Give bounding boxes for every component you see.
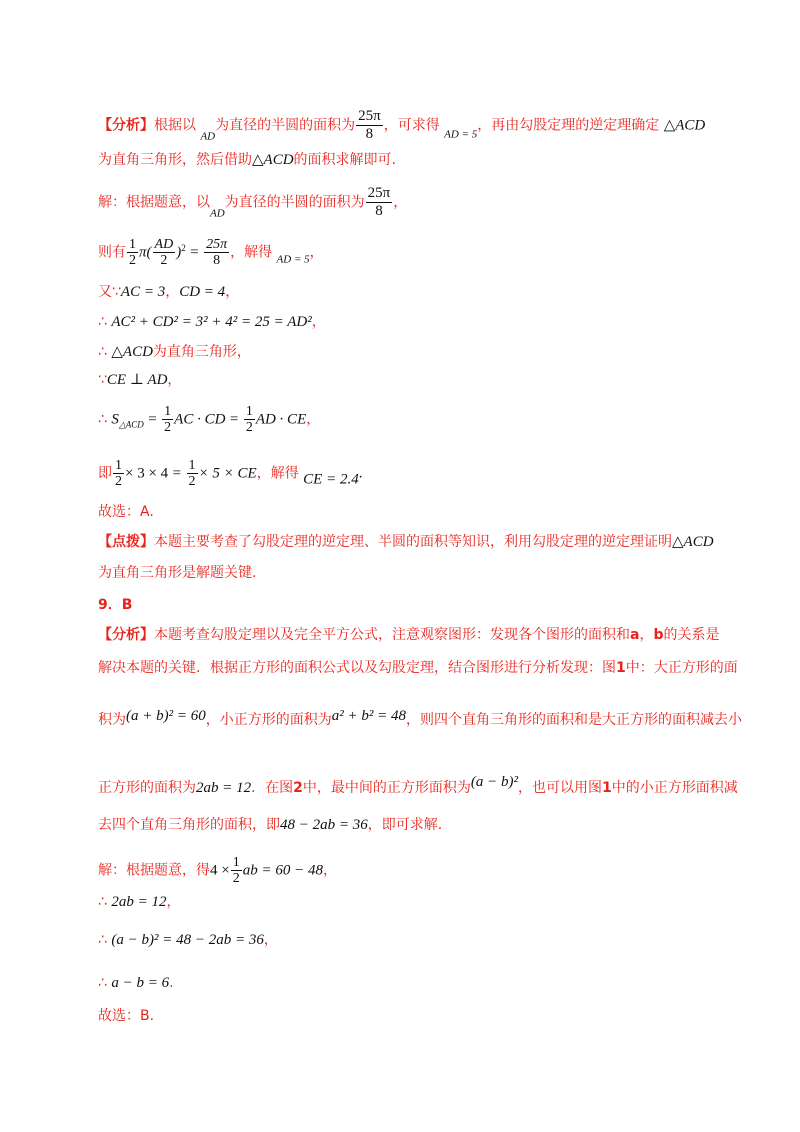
text: 解决本题的关键．根据正方形的面积公式以及勾股定理，结合图形进行分析发现：图 [98, 660, 616, 676]
equals: = [172, 465, 182, 482]
solution-line-2 [98, 237, 324, 270]
comment-line-2: 为直角三角形是解题关键. [98, 565, 257, 581]
text: 本题主要考查了勾股定理的逆定理、半圆的面积等知识，利用勾股定理的逆定理证明 [154, 534, 672, 550]
therefore-symbol: ∴ [98, 894, 107, 910]
numerator: 1 [164, 404, 172, 419]
math-a-minus-b-36: (a − b)² = 48 − 2ab = 36 [111, 932, 264, 948]
equals: = [148, 411, 157, 428]
denominator: 2 [188, 474, 196, 489]
numerator: 1 [232, 855, 240, 870]
text: 即 [98, 465, 112, 482]
text: 1 [601, 780, 612, 796]
math-ce-2-4: CE = 2.4 [303, 471, 359, 488]
math-pythagoras: AC² + CD² = 3² + 4² = 25 = AD² [111, 314, 312, 330]
numerator: AD [154, 237, 174, 252]
text: 的面积求解即可. [293, 152, 396, 168]
math-small-square: a² + b² = 48 [331, 708, 406, 724]
text: 本题考查勾股定理以及完全平方公式，注意观察图形：发现各个图形的面积和 [154, 627, 630, 643]
denominator: 2 [232, 871, 240, 886]
text: 2 [293, 780, 303, 796]
text: 积为 [98, 712, 126, 728]
fraction-ad-2 [153, 237, 176, 268]
math-48-minus-2ab: 48 − 2ab = 36 [280, 817, 368, 833]
fraction-25pi-8 [356, 108, 383, 143]
text: 中的小正方形面积减 [611, 780, 738, 796]
math-5xce: × 5 × CE [198, 465, 257, 482]
text: 解：根据题意，得 [98, 862, 210, 879]
text: 为直径的半圆的面积为 [224, 194, 365, 211]
text: ， [306, 411, 321, 428]
math-area: S [111, 411, 119, 428]
math-big-square: (a + b)² = 60 [126, 708, 206, 724]
denominator: 8 [213, 253, 221, 268]
text: ，解得 [230, 244, 273, 261]
math-pi: π( [139, 244, 152, 261]
therefore-symbol: ∴ [98, 932, 107, 948]
because-symbol: ∵ [98, 372, 107, 388]
text: ， [322, 862, 337, 879]
fraction-25pi-8 [366, 185, 393, 220]
text: 则有 [98, 244, 126, 261]
text: 的关系是 [663, 627, 720, 643]
solution9-line-2 [98, 892, 181, 912]
text: ，小正方形的面积为 [205, 712, 332, 728]
equals: = [229, 411, 239, 428]
math-a-minus-b-square: (a − b)² [470, 774, 518, 790]
text: . [358, 465, 363, 482]
text: ．在图 [251, 780, 294, 796]
solution-line-7 [98, 404, 320, 435]
fraction-half [127, 237, 138, 268]
text: ， [311, 314, 326, 330]
fraction-half [187, 458, 198, 489]
analysis-label: 【分析】 [98, 627, 154, 643]
fraction-half [231, 855, 242, 886]
text: 又∵ [98, 284, 121, 300]
analysis9-line-3 [98, 706, 742, 730]
analysis9-line-1 [98, 625, 719, 645]
math-ad-ce: AD · CE [255, 411, 307, 428]
text: ， [639, 627, 654, 643]
text: ， [393, 194, 408, 211]
analysis9-line-5 [98, 815, 442, 835]
text: 中：大正方形的面 [625, 660, 738, 676]
math-triangle-acd: △ACD [252, 152, 294, 168]
text: 正方形的面积为 [98, 780, 196, 796]
text: 解：根据题意，以 [98, 194, 210, 211]
math-ab-eq: ab = 60 − 48 [242, 862, 323, 879]
numerator: 1 [115, 458, 122, 473]
denominator: 2 [160, 253, 168, 268]
analysis9-line-4 [98, 772, 738, 798]
text: ， [309, 244, 324, 261]
text: b [653, 627, 664, 643]
analysis9-line-2 [98, 658, 738, 678]
math-a-minus-b-6: a − b = 6 [111, 975, 170, 991]
math-paren: ) [176, 244, 182, 261]
text: ，可求得 [383, 117, 440, 134]
solution-line-1 [98, 185, 407, 224]
comment-label: 【点拨】 [98, 534, 154, 550]
text: ，即可求解. [367, 817, 443, 833]
math-2ab-12: 2ab = 12 [196, 780, 252, 796]
text: 为直角三角形， [152, 344, 251, 360]
text: ，则四个直角三角形的面积和是大正方形的面积减去小 [405, 712, 742, 728]
text: ， [165, 284, 180, 300]
math-3x4: × 3 × 4 [125, 465, 169, 482]
text: 去四个直角三角形的面积，即 [98, 817, 280, 833]
comment-line-1 [98, 532, 714, 552]
numerator: 25π [206, 237, 228, 252]
subscript: △ACD [118, 419, 144, 430]
math-ad-5: AD = 5 [276, 253, 310, 266]
solution-line-3 [98, 282, 239, 302]
text: 为直角三角形，然后借助 [98, 152, 252, 168]
denominator: 2 [245, 420, 253, 435]
numerator: 1 [188, 458, 196, 473]
math-triangle-acd: △ACD [111, 344, 153, 360]
text: ， [167, 372, 182, 388]
fraction-half [162, 404, 173, 435]
text: ， [225, 284, 240, 300]
math-ad: AD [200, 130, 216, 143]
exponent: 2 [181, 242, 186, 253]
math-2ab-12: 2ab = 12 [111, 894, 167, 910]
fraction-25pi-8 [204, 237, 229, 268]
solution-line-6 [98, 370, 181, 390]
denominator: 2 [164, 420, 172, 435]
math-perpendicular: CE ⊥ AD [106, 372, 168, 388]
answer-9: 故选：B. [98, 1008, 155, 1024]
math-ac-cd: AC · CD [174, 411, 226, 428]
therefore-symbol: ∴ [98, 975, 107, 991]
numerator: 25π [367, 185, 391, 201]
solution9-line-1 [98, 855, 337, 886]
text: ，解得 [256, 465, 299, 482]
equals: = [190, 244, 199, 261]
solution-line-5 [98, 342, 251, 362]
numerator: 1 [245, 404, 253, 419]
question-9-number: 9．B [98, 597, 133, 613]
denominator: 8 [365, 126, 374, 142]
therefore-symbol: ∴ [98, 314, 107, 330]
numerator: 1 [129, 237, 136, 252]
text: 为直径的半圆的面积为 [215, 117, 356, 134]
math-ad-5: AD = 5 [444, 128, 478, 141]
analysis-label: 【分析】 [98, 117, 154, 134]
text: ，再由勾股定理的逆定理确定 [477, 117, 660, 134]
math-ad: AD [210, 207, 225, 220]
solution-line-4 [98, 312, 326, 332]
math-4x: 4 × [210, 862, 230, 879]
text: a [630, 627, 640, 643]
answer-8: 故选：A. [98, 504, 154, 520]
therefore-symbol: ∴ [98, 344, 107, 360]
solution9-line-3 [98, 930, 278, 950]
denominator: 2 [115, 474, 122, 489]
solution-line-8 [98, 458, 362, 490]
text: . [169, 975, 174, 991]
math-cd-4: CD = 4 [179, 284, 226, 300]
text: 1 [616, 660, 626, 676]
analysis-line-2 [98, 150, 396, 170]
text: ， [263, 932, 278, 948]
solution9-line-4 [98, 973, 174, 993]
denominator: 2 [129, 253, 136, 268]
fraction-half [113, 458, 124, 489]
numerator: 25π [358, 108, 381, 124]
analysis-line-1 [98, 108, 705, 147]
text: 根据以 [154, 117, 196, 134]
text: ， [166, 894, 181, 910]
denominator: 8 [375, 203, 383, 219]
fraction-half [244, 404, 255, 435]
math-triangle-acd: △ACD [663, 117, 706, 134]
therefore-symbol: ∴ [98, 411, 107, 428]
text: 中，最中间的正方形面积为 [302, 780, 471, 796]
math-ac-3: AC = 3 [120, 284, 166, 300]
math-triangle-acd: △ACD [672, 534, 714, 550]
text: ，也可以用图 [517, 780, 602, 796]
